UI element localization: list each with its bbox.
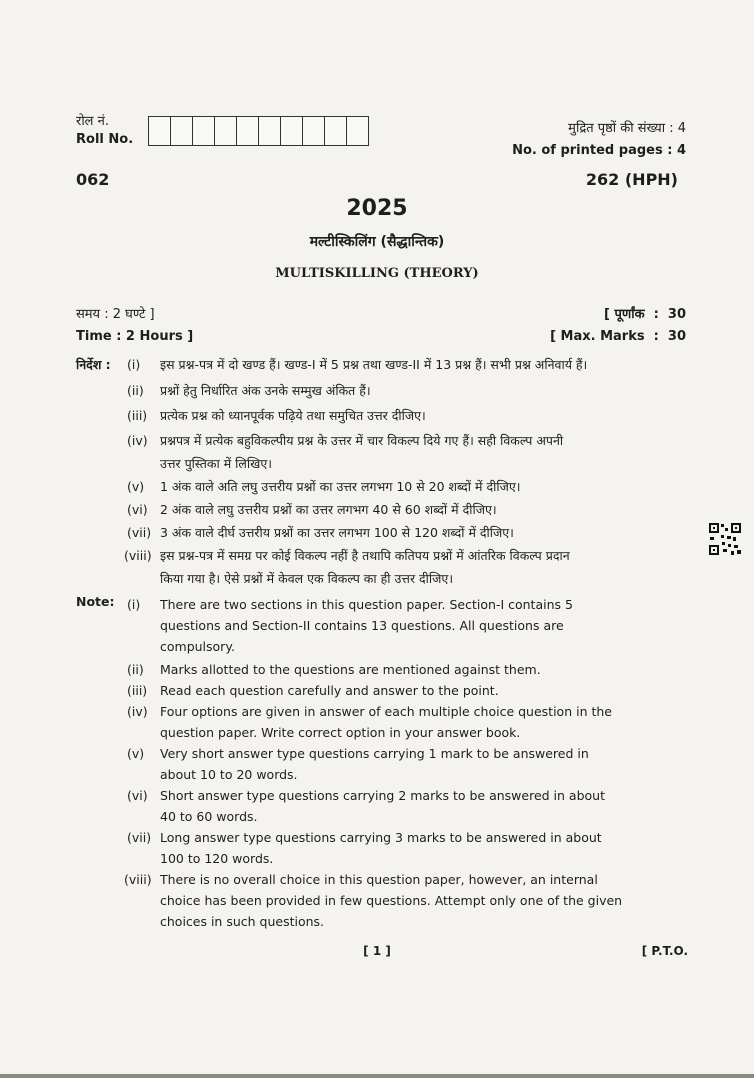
page-number: [ 1 ] <box>363 944 391 958</box>
please-turn-over: [ P.T.O. <box>641 944 688 958</box>
roll-digit-box[interactable] <box>280 116 303 146</box>
subject-title-english: MULTISKILLING (THEORY) <box>275 266 479 281</box>
note-text: Marks allotted to the questions are mentioned against them. <box>160 662 541 677</box>
page-bottom-edge <box>0 1074 754 1078</box>
time-english: Time : 2 Hours ] <box>76 329 194 344</box>
note-text: Four options are given in answer of each multiple choice question in the <box>160 704 612 719</box>
note-text-cont: question paper. Write correct option in your answer book. <box>160 725 521 740</box>
roll-digit-box[interactable] <box>258 116 281 146</box>
max-marks-info <box>550 304 686 348</box>
roll-digit-box[interactable] <box>346 116 369 146</box>
marks-english: [ Max. Marks : 30 <box>550 329 686 344</box>
printed-pages-english: No. of printed pages : 4 <box>512 143 686 158</box>
note-number: (iii) <box>127 683 148 698</box>
exam-year: 2025 <box>346 196 408 221</box>
instruction-number: (v) <box>127 479 145 494</box>
note-label: Note: <box>76 594 115 609</box>
roll-digit-box[interactable] <box>236 116 259 146</box>
instruction-text: इस प्रश्न-पत्र में दो खण्ड हैं। खण्ड-I में 5 प्रश्न तथा खण्ड-II में 13 प्रश्न हैं। सभी प्रश्न अनिवार्य हैं। <box>160 357 588 372</box>
time-info <box>76 304 193 348</box>
instruction-text: इस प्रश्न-पत्र में समग्र पर कोई विकल्प नहीं है तथापि कतिपय प्रश्नों में आंतरिक विकल्प प्रदान <box>160 548 570 563</box>
roll-label-english: Roll No. <box>76 132 134 147</box>
note-text-cont: 100 to 120 words. <box>160 851 274 866</box>
instruction-text: 1 अंक वाले अति लघु उत्तरीय प्रश्नों का उत्तर लगभग 10 से 20 शब्दों में दीजिए। <box>160 479 521 494</box>
roll-digit-box[interactable] <box>324 116 347 146</box>
note-number: (viii) <box>124 872 152 887</box>
note-text: There is no overall choice in this question paper, however, an internal <box>160 872 598 887</box>
note-number: (vii) <box>127 830 152 845</box>
instruction-number: (i) <box>127 357 141 372</box>
note-text-cont: choice has been provided in few questions. Attempt only one of the given <box>160 893 623 908</box>
instruction-number: (vii) <box>127 525 152 540</box>
note-text: Read each question carefully and answer to the point. <box>160 683 499 698</box>
instruction-text: प्रश्नपत्र में प्रत्येक बहुविकल्पीय प्रश्न के उत्तर में चार विकल्प दिये गए हैं। सही विकल्प अपनी <box>160 433 564 448</box>
time-hindi: समय : 2 घण्टे ] <box>76 307 155 322</box>
instruction-number: (iii) <box>127 408 148 423</box>
instruction-number: (iv) <box>127 433 148 448</box>
printed-pages-info <box>512 118 686 162</box>
instruction-number: (viii) <box>124 548 152 563</box>
subject-title-hindi: मल्टीस्किलिंग (सैद्धान्तिक) <box>309 234 445 250</box>
roll-digit-box[interactable] <box>170 116 193 146</box>
note-text-cont: 40 to 60 words. <box>160 809 258 824</box>
roll-number-boxes[interactable] <box>148 116 368 146</box>
note-text-cont: questions and Section-II contains 13 questions. All questions are <box>160 618 564 633</box>
roll-number-label <box>76 113 133 149</box>
instruction-text: 2 अंक वाले लघु उत्तरीय प्रश्नों का उत्तर लगभग 40 से 60 शब्दों में दीजिए। <box>160 502 497 517</box>
note-text: There are two sections in this question paper. Section-I contains 5 <box>160 597 573 612</box>
note-number: (i) <box>127 597 141 612</box>
instruction-number: (ii) <box>127 383 144 398</box>
instruction-text: प्रश्नों हेतु निर्धारित अंक उनके सम्मुख अंकित हैं। <box>160 383 371 398</box>
qr-code-icon <box>708 522 742 556</box>
paper-code-left: 062 <box>76 170 110 189</box>
instruction-text-cont: उत्तर पुस्तिका में लिखिए। <box>160 456 272 471</box>
instruction-text-cont: किया गया है। ऐसे प्रश्नों में केवल एक विकल्प का ही उत्तर दीजिए। <box>160 571 454 586</box>
note-text: Long answer type questions carrying 3 marks to be answered in about <box>160 830 602 845</box>
printed-pages-hindi: मुद्रित पृष्ठों की संख्या : 4 <box>568 121 686 136</box>
roll-label-hindi: रोल नं. <box>76 114 109 129</box>
note-text-cont: about 10 to 20 words. <box>160 767 298 782</box>
marks-hindi: [ पूर्णांक : 30 <box>604 307 686 322</box>
roll-digit-box[interactable] <box>214 116 237 146</box>
note-number: (iv) <box>127 704 148 719</box>
roll-digit-box[interactable] <box>192 116 215 146</box>
note-text: Short answer type questions carrying 2 marks to be answered in about <box>160 788 605 803</box>
roll-digit-box[interactable] <box>148 116 171 146</box>
paper-code-right: 262 (HPH) <box>585 170 678 189</box>
instruction-text: 3 अंक वाले दीर्घ उत्तरीय प्रश्नों का उत्तर लगभग 100 से 120 शब्दों में दीजिए। <box>160 525 514 540</box>
instruction-number: (vi) <box>127 502 148 517</box>
roll-digit-box[interactable] <box>302 116 325 146</box>
instructions-label-hindi: निर्देश : <box>76 357 111 372</box>
note-number: (vi) <box>127 788 148 803</box>
note-text-cont: choices in such questions. <box>160 914 325 929</box>
note-number: (ii) <box>127 662 144 677</box>
instruction-text: प्रत्येक प्रश्न को ध्यानपूर्वक पढ़िये तथा समुचित उत्तर दीजिए। <box>160 408 426 423</box>
note-text-cont: compulsory. <box>160 639 235 654</box>
note-text: Very short answer type questions carrying 1 mark to be answered in <box>160 746 589 761</box>
note-number: (v) <box>127 746 145 761</box>
